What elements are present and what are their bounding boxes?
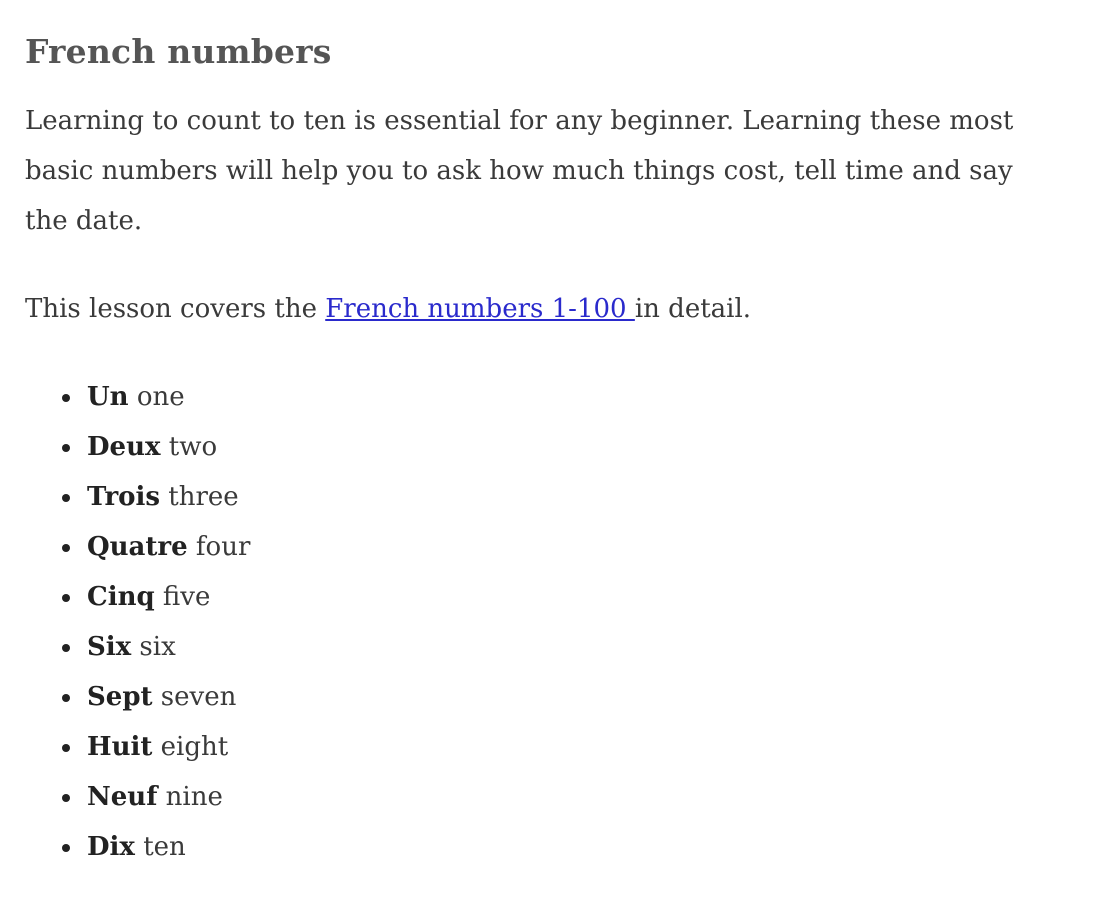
french-word: Dix xyxy=(87,832,135,862)
list-item xyxy=(62,722,1075,772)
english-word: ten xyxy=(143,832,186,862)
french-word: Huit xyxy=(87,732,153,762)
english-word: six xyxy=(139,632,176,662)
list-item xyxy=(62,522,1075,572)
french-word: Un xyxy=(87,382,129,412)
bullet-icon xyxy=(62,694,70,702)
bullet-icon xyxy=(62,744,70,752)
bullet-icon xyxy=(62,844,70,852)
list-item xyxy=(62,372,1075,422)
bullet-icon xyxy=(62,394,70,402)
lesson-text-after: in detail. xyxy=(634,294,752,324)
english-word: one xyxy=(136,382,185,412)
french-word: Cinq xyxy=(87,582,155,612)
list-item xyxy=(62,822,1075,872)
english-word: seven xyxy=(160,682,237,712)
french-word: Sept xyxy=(87,682,153,712)
page-title: French numbers xyxy=(25,32,332,71)
english-word: five xyxy=(162,582,211,612)
list-item xyxy=(62,772,1075,822)
list-item xyxy=(62,622,1075,672)
bullet-icon xyxy=(62,594,70,602)
lesson-paragraph xyxy=(25,284,1075,334)
bullet-icon xyxy=(62,644,70,652)
numbers-list xyxy=(25,372,1075,872)
list-item xyxy=(62,672,1075,722)
french-word: Neuf xyxy=(87,782,158,812)
english-word: three xyxy=(168,482,239,512)
french-word: Deux xyxy=(87,432,161,462)
french-numbers-link[interactable]: French numbers 1-100 xyxy=(325,294,635,324)
english-word: four xyxy=(195,532,251,562)
list-item xyxy=(62,472,1075,522)
english-word: nine xyxy=(165,782,223,812)
bullet-icon xyxy=(62,494,70,502)
bullet-icon xyxy=(62,444,70,452)
english-word: two xyxy=(168,432,218,462)
list-item xyxy=(62,422,1075,472)
french-word: Six xyxy=(87,632,132,662)
french-word: Quatre xyxy=(87,532,188,562)
bullet-icon xyxy=(62,544,70,552)
english-word: eight xyxy=(160,732,229,762)
bullet-icon xyxy=(62,794,70,802)
intro-paragraph: Learning to count to ten is essential for any beginner. Learning these most basic numbers will help you to ask how much things cost, tell time and say the date. xyxy=(25,106,1014,236)
list-item xyxy=(62,572,1075,622)
french-word: Trois xyxy=(87,482,161,512)
lesson-text-before: This lesson covers the xyxy=(25,294,326,324)
